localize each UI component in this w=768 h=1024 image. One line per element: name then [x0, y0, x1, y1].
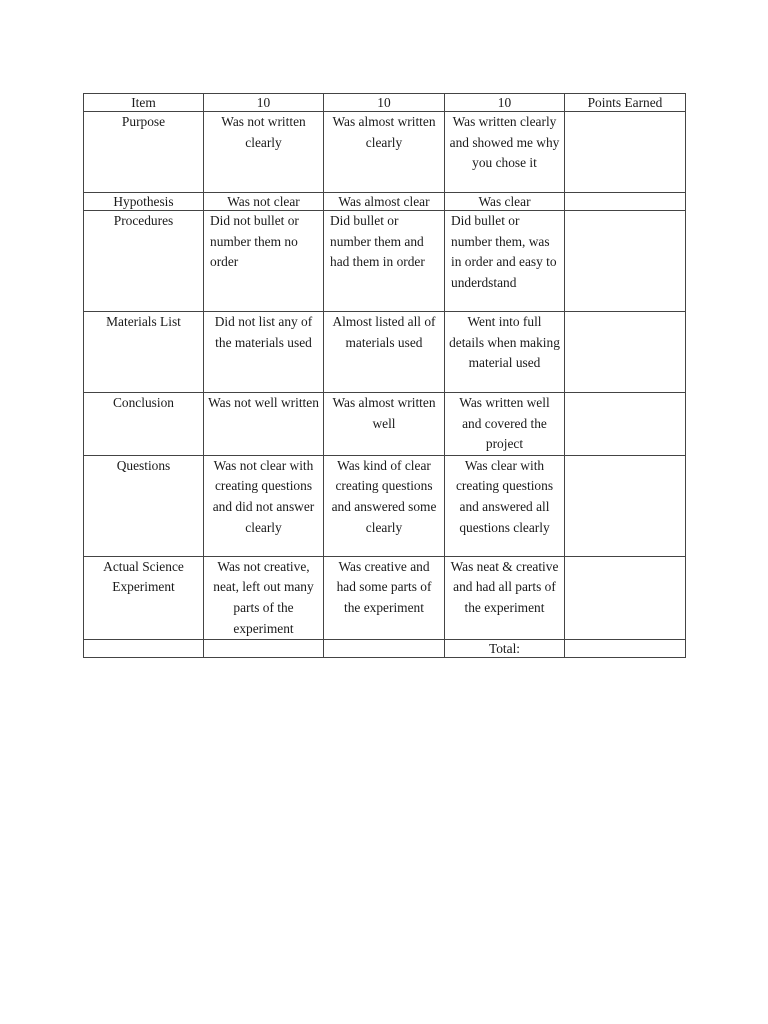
row-item: Purpose	[84, 112, 204, 193]
row-score-3: Was neat & creative and had all parts of the experiment	[445, 556, 565, 639]
header-score-2: 10	[324, 94, 445, 112]
row-score-3: Was written clearly and showed me why you chose it	[445, 112, 565, 193]
rubric-table	[83, 93, 686, 658]
table-header-row	[84, 94, 686, 112]
table-row	[84, 556, 686, 639]
header-points-earned: Points Earned	[565, 94, 686, 112]
row-points-earned	[565, 556, 686, 639]
row-points-earned	[565, 393, 686, 456]
row-score-2: Did bullet or number them and had them in order	[324, 211, 445, 312]
row-score-2: Was almost clear	[324, 193, 445, 211]
row-score-1: Was not clear	[204, 193, 324, 211]
row-score-2: Was almost written clearly	[324, 112, 445, 193]
row-points-earned	[565, 112, 686, 193]
row-score-3: Went into full details when making material used	[445, 312, 565, 393]
table-row	[84, 193, 686, 211]
row-score-1: Did not list any of the materials used	[204, 312, 324, 393]
header-score-1: 10	[204, 94, 324, 112]
row-score-2: Was creative and had some parts of the experiment	[324, 556, 445, 639]
row-score-3: Was written well and covered the project	[445, 393, 565, 456]
row-score-1: Was not creative, neat, left out many parts of the experiment	[204, 556, 324, 639]
row-points-earned	[565, 455, 686, 556]
table-row	[84, 112, 686, 193]
header-score-3: 10	[445, 94, 565, 112]
row-score-3: Was clear with creating questions and answered all questions clearly	[445, 455, 565, 556]
row-score-1: Was not clear with creating questions and did not answer clearly	[204, 455, 324, 556]
row-item: Questions	[84, 455, 204, 556]
row-score-2: Almost listed all of materials used	[324, 312, 445, 393]
total-item	[84, 640, 204, 658]
row-points-earned	[565, 312, 686, 393]
row-score-2: Was kind of clear creating questions and answered some clearly	[324, 455, 445, 556]
row-item: Procedures	[84, 211, 204, 312]
total-score-1	[204, 640, 324, 658]
table-row	[84, 312, 686, 393]
total-label: Total:	[445, 640, 565, 658]
table-row	[84, 455, 686, 556]
table-row	[84, 393, 686, 456]
row-score-3: Did bullet or number them, was in order and easy to underdstand	[445, 211, 565, 312]
row-item: Materials List	[84, 312, 204, 393]
row-score-2: Was almost written well	[324, 393, 445, 456]
row-points-earned	[565, 193, 686, 211]
row-points-earned	[565, 211, 686, 312]
row-score-1: Was not written clearly	[204, 112, 324, 193]
header-item: Item	[84, 94, 204, 112]
total-points-earned	[565, 640, 686, 658]
row-item: Actual Science Experiment	[84, 556, 204, 639]
total-score-2	[324, 640, 445, 658]
row-item: Conclusion	[84, 393, 204, 456]
row-score-1: Did not bullet or number them no order	[204, 211, 324, 312]
row-score-1: Was not well written	[204, 393, 324, 456]
table-row	[84, 211, 686, 312]
total-row	[84, 640, 686, 658]
row-score-3: Was clear	[445, 193, 565, 211]
row-item: Hypothesis	[84, 193, 204, 211]
